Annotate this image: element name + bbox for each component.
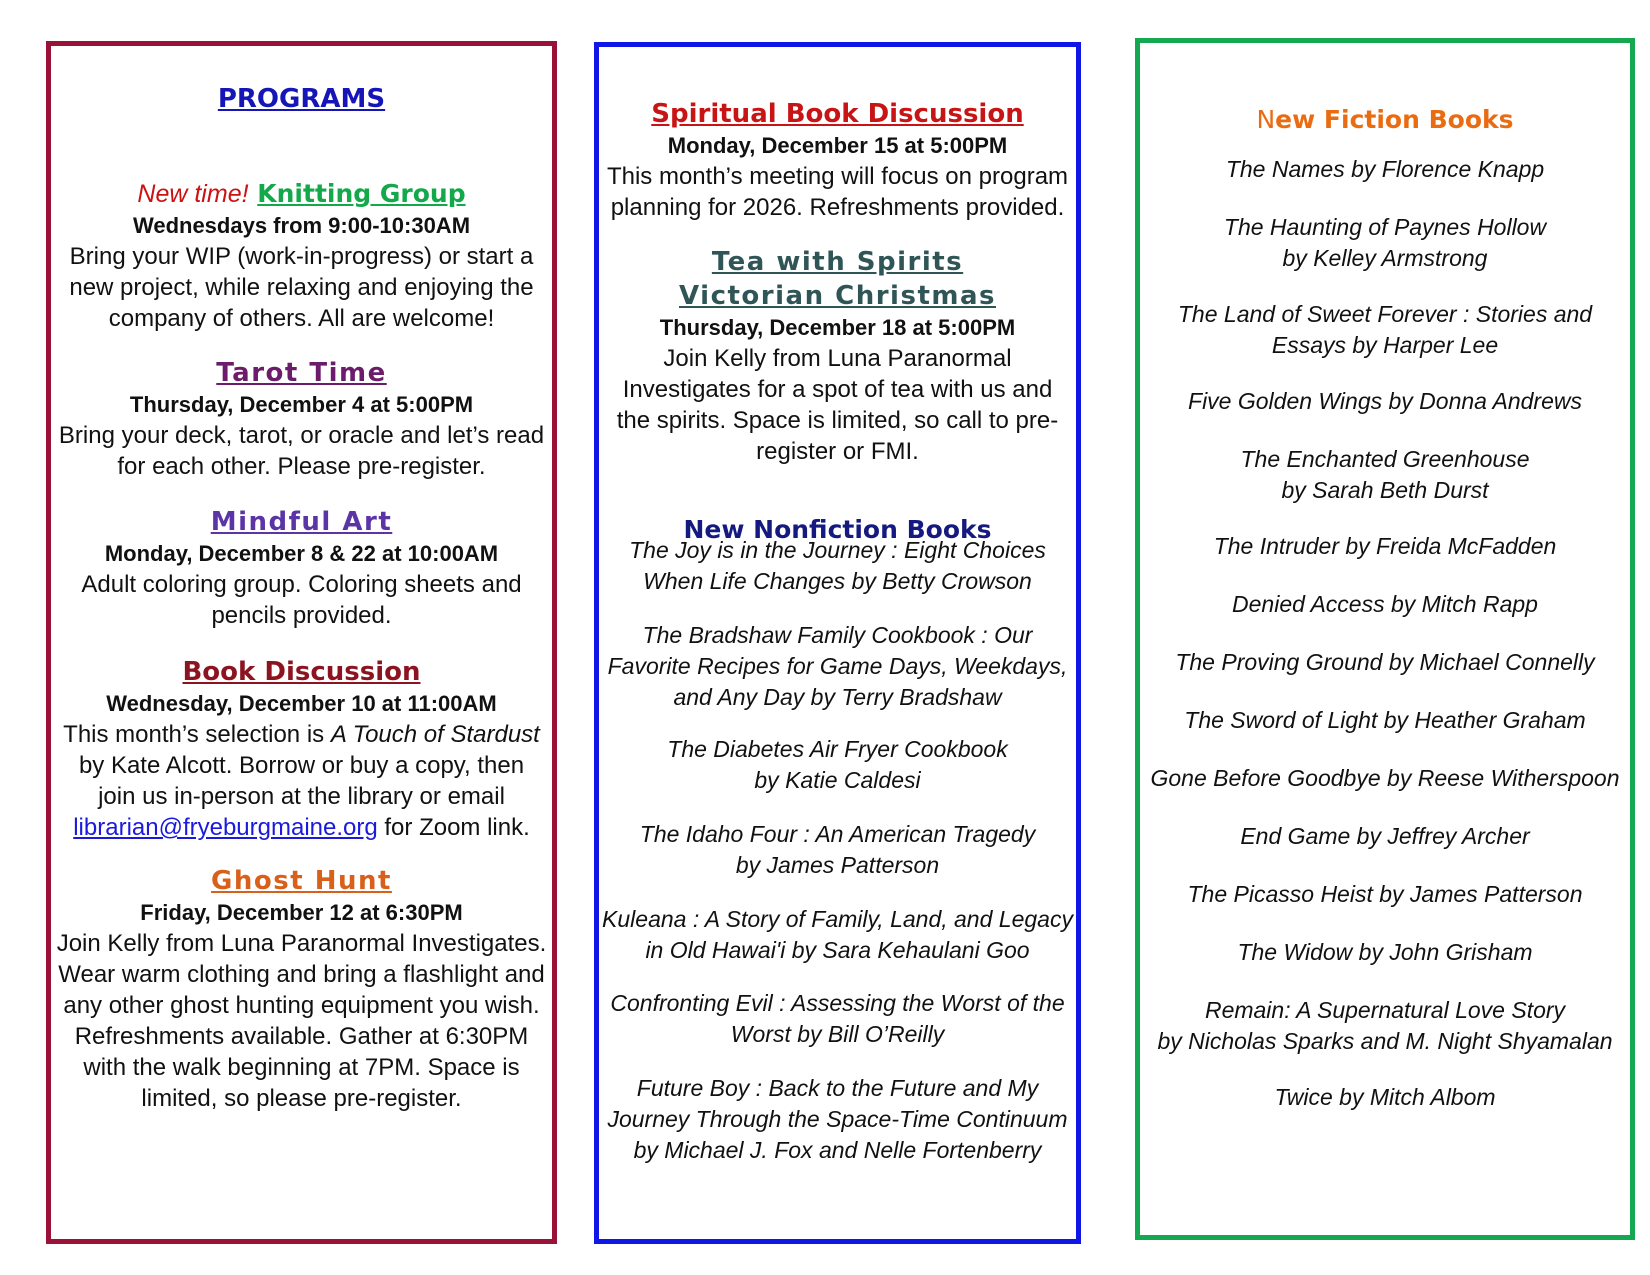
fiction-title (1256, 105, 1513, 134)
librarian-email-link[interactable]: librarian@fryeburgmaine.org (73, 814, 378, 841)
book-line: End Game by Jeffrey Archer (1240, 823, 1530, 849)
book-line: The Sword of Light by Heather Graham (1184, 707, 1586, 733)
book-item (599, 904, 1076, 966)
book-item (1140, 705, 1630, 736)
book-item (1140, 531, 1630, 562)
knitting-group-block (51, 177, 552, 334)
book-item (599, 819, 1076, 881)
programs-title: PROGRAMS (217, 84, 386, 114)
book-line: The Diabetes Air Fryer Cookbook (667, 736, 1008, 762)
programs-section-title (51, 82, 552, 116)
tea-with-spirits-block (599, 245, 1076, 467)
tea-desc: Join Kelly from Luna Paranormal Investigates for a spot of tea with us and the spirits. Space is limited, so call to pre-register or FMI. (616, 345, 1059, 465)
book-line: by Sarah Beth Durst (1281, 477, 1489, 503)
fiction-title-first-letter: N (1256, 105, 1276, 134)
fiction-heading-row (1140, 105, 1630, 134)
book-item (1140, 647, 1630, 678)
spiritual-block (599, 97, 1076, 223)
book-item (1140, 299, 1630, 361)
tea-title-1: Tea with Spirits (711, 247, 964, 277)
tarot-when: Thursday, December 4 at 5:00PM (129, 392, 474, 417)
book-item (1140, 444, 1630, 506)
book-line: by Nicholas Sparks and M. Night Shyamalan (1157, 1028, 1613, 1054)
book-discussion-block (51, 655, 552, 843)
book-discussion-desc-pre: This month’s selection is (63, 721, 331, 748)
book-line: by Michael J. Fox and Nelle Fortenberry (633, 1137, 1042, 1163)
book-item (599, 620, 1076, 713)
book-line: Journey Through the Space-Time Continuum (607, 1106, 1068, 1132)
book-line: and Any Day by Terry Bradshaw (673, 684, 1002, 710)
book-item (1140, 763, 1630, 794)
book-line: The Joy is in the Journey : Eight Choices (629, 537, 1046, 563)
book-line: Essays by Harper Lee (1271, 332, 1499, 358)
book-discussion-title: Book Discussion (182, 657, 421, 687)
spiritual-desc: This month’s meeting will focus on program planning for 2026. Refreshments provided. (606, 163, 1069, 221)
book-item (1140, 212, 1630, 274)
book-line: Twice by Mitch Albom (1274, 1084, 1496, 1110)
nonfiction-title: New Nonfiction Books (683, 515, 992, 544)
book-line: Remain: A Supernatural Love Story (1204, 997, 1566, 1023)
book-discussion-book-title: A Touch of Stardust (330, 721, 540, 748)
book-discussion-desc-post: by Kate Alcott. Borrow or buy a copy, then join us in-person at the library or email (78, 752, 525, 810)
book-line: The Intruder by Freida McFadden (1213, 533, 1557, 559)
fiction-title-rest: ew Fiction Books (1275, 105, 1514, 134)
book-line: by Kelley Armstrong (1282, 245, 1488, 271)
book-item (1140, 879, 1630, 910)
book-line: Worst by Bill O’Reilly (730, 1021, 945, 1047)
book-item (1140, 154, 1630, 185)
book-line: The Names by Florence Knapp (1225, 156, 1545, 182)
tarot-desc: Bring your deck, tarot, or oracle and let’s read for each other. Please pre-register. (58, 422, 545, 480)
knitting-when: Wednesdays from 9:00-10:30AM (132, 213, 471, 238)
book-line: Future Boy : Back to the Future and My (636, 1075, 1039, 1101)
knitting-heading (51, 177, 552, 211)
fiction-panel (1135, 38, 1635, 1240)
mindful-art-block (51, 505, 552, 631)
knitting-new-time: New time! (137, 180, 249, 208)
book-line: Favorite Recipes for Game Days, Weekdays, (607, 653, 1068, 679)
book-item (599, 734, 1076, 796)
book-line: in Old Hawai'i by Sara Kehaulani Goo (645, 937, 1030, 963)
ghost-hunt-when: Friday, December 12 at 6:30PM (140, 900, 463, 925)
book-line: Kuleana : A Story of Family, Land, and Legacy (602, 906, 1073, 932)
book-item (1140, 995, 1630, 1057)
book-discussion-desc (51, 719, 552, 843)
book-discussion-desc-end: for Zoom link. (377, 814, 530, 841)
mindful-title: Mindful Art (210, 507, 393, 537)
ghost-hunt-desc: Join Kelly from Luna Paranormal Investigates. Wear warm clothing and bring a flashlight and any other ghost hunting equipment you wish. Refreshments available. Gather at 6:30PM with the walk beginning at 7PM. Space is limited, so please pre-register. (56, 930, 547, 1112)
mindful-when: Monday, December 8 & 22 at 10:00AM (104, 541, 499, 566)
ghost-hunt-title: Ghost Hunt (211, 866, 392, 896)
book-line: When Life Changes by Betty Crowson (643, 568, 1032, 594)
book-line: The Picasso Heist by James Patterson (1187, 881, 1583, 907)
book-discussion-when: Wednesday, December 10 at 11:00AM (106, 691, 497, 716)
book-item (599, 988, 1076, 1050)
book-line: The Haunting of Paynes Hollow (1223, 214, 1547, 240)
book-item (1140, 386, 1630, 417)
book-line: by Katie Caldesi (754, 767, 921, 793)
knitting-desc: Bring your WIP (work-in-progress) or start a new project, while relaxing and enjoying the company of others. All are welcome! (69, 243, 534, 332)
mindful-desc: Adult coloring group. Coloring sheets and pencils provided. (81, 571, 522, 629)
book-item (599, 535, 1076, 597)
ghost-hunt-block (51, 864, 552, 1114)
tea-title-2: Victorian Christmas (679, 281, 996, 311)
book-line: Denied Access by Mitch Rapp (1232, 591, 1538, 617)
book-line: Five Golden Wings by Donna Andrews (1188, 388, 1582, 414)
book-line: Gone Before Goodbye by Reese Witherspoon (1150, 765, 1620, 791)
programs-panel (46, 41, 557, 1244)
middle-panel (594, 42, 1081, 1244)
spiritual-title: Spiritual Book Discussion (651, 99, 1024, 129)
book-line: by James Patterson (735, 852, 940, 878)
book-item (1140, 589, 1630, 620)
spiritual-when: Monday, December 15 at 5:00PM (667, 133, 1008, 158)
book-line: The Proving Ground by Michael Connelly (1175, 649, 1595, 675)
book-line: Confronting Evil : Assessing the Worst of the (610, 990, 1065, 1016)
book-line: The Land of Sweet Forever : Stories and (1177, 301, 1593, 327)
knitting-title: Knitting Group (257, 179, 466, 208)
book-item (1140, 1082, 1630, 1113)
tarot-block (51, 356, 552, 482)
book-item (1140, 937, 1630, 968)
book-line: The Bradshaw Family Cookbook : Our (642, 622, 1033, 648)
book-item (599, 1073, 1076, 1166)
book-line: The Enchanted Greenhouse (1240, 446, 1530, 472)
book-line: The Idaho Four : An American Tragedy (639, 821, 1036, 847)
tea-when: Thursday, December 18 at 5:00PM (659, 315, 1016, 340)
tarot-title: Tarot Time (216, 358, 387, 388)
book-item (1140, 821, 1630, 852)
book-line: The Widow by John Grisham (1237, 939, 1533, 965)
